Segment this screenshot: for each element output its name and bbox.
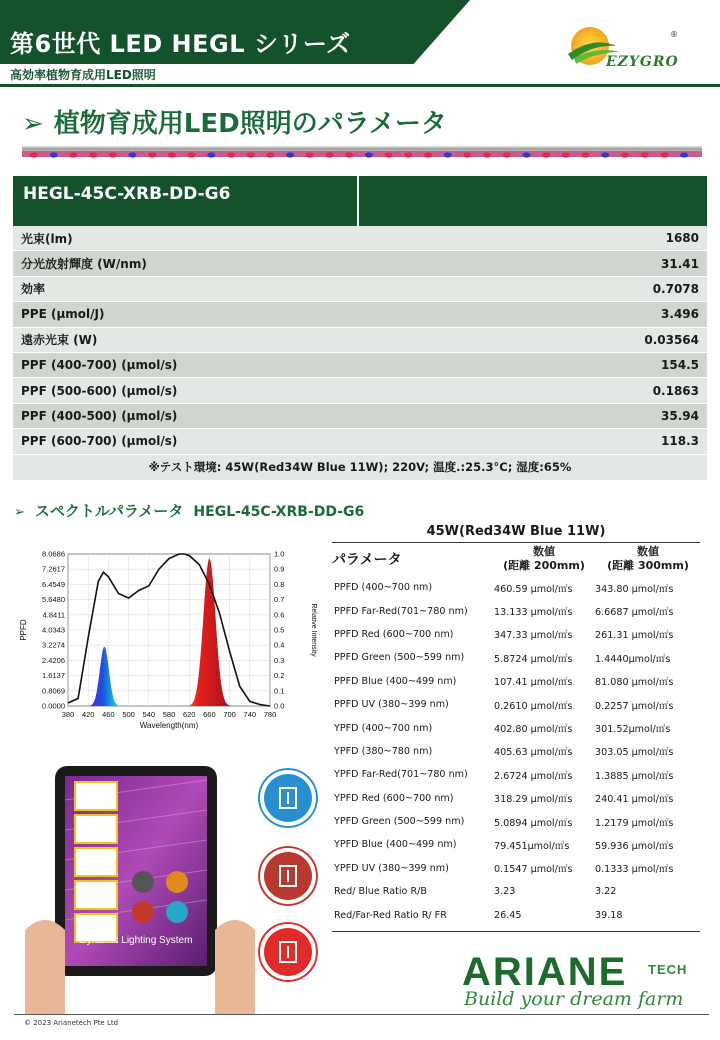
parameter-table [13, 176, 707, 480]
y-tick-label: 0.0000 [42, 701, 65, 711]
value-300mm: 261.31 μmol/㎡s [595, 630, 674, 642]
arrow-icon: ➢ [14, 505, 25, 520]
y-tick-label: 1.6137 [42, 671, 65, 681]
parameter-label: 光束(lm) [21, 231, 73, 246]
y2-tick-label: 0.9 [274, 564, 285, 574]
spectrum-chart [8, 540, 328, 740]
value-300mm: 343.80 μmol/㎡s [595, 583, 674, 595]
y-tick-label: 5.6480 [42, 595, 65, 605]
led-chip [444, 152, 452, 157]
values-table-header [332, 542, 700, 576]
value-300mm: 6.6687 μmol/㎡s [595, 607, 674, 619]
values-row [332, 880, 700, 903]
values-row [332, 810, 700, 833]
brand-tagline: Build your dream farm [464, 988, 684, 1010]
led-chip [129, 152, 137, 157]
led-chip [523, 152, 531, 157]
values-row [332, 623, 700, 646]
y2-tick-label: 0.7 [274, 595, 285, 605]
led-chip [89, 152, 97, 157]
col-param: パラメータ [332, 552, 402, 568]
value-200mm: 5.8724 μmol/㎡s [494, 653, 573, 665]
value-300mm: 1.4440μmol/㎡s [595, 653, 671, 665]
parameter-table-header [13, 176, 707, 226]
y2-tick-label: 0.3 [274, 655, 285, 665]
model-name: HEGL-45C-XRB-DD-G6 [13, 176, 359, 226]
values-table-bottom-rule [332, 931, 700, 932]
parameter-value: 0.1863 [652, 383, 699, 398]
value-300mm: 1.3885 μmol/㎡s [595, 770, 674, 782]
param: YPFD Red (600~700 nm) [334, 792, 454, 804]
led-chip [542, 152, 550, 157]
arrow-icon: ➢ [22, 109, 44, 139]
y-tick-label: 4.8411 [42, 610, 65, 620]
x-tick-label: 660 [203, 710, 216, 719]
value-200mm: 460.59 μmol/㎡s [494, 583, 573, 595]
values-row [332, 646, 700, 669]
value-200mm: 3.23 [494, 886, 516, 898]
col-200mm [492, 543, 596, 576]
value-200mm: 318.29 μmol/㎡s [494, 794, 573, 806]
values-table-caption: 45W(Red34W Blue 11W) [426, 524, 606, 539]
value-300mm: 59.936 μmol/㎡s [595, 840, 674, 852]
value-200mm: 402.80 μmol/㎡s [494, 724, 573, 736]
values-row [332, 670, 700, 693]
y2-axis-label: Relative Intensity [310, 603, 317, 657]
value-300mm: 240.41 μmol/㎡s [595, 794, 674, 806]
header-subtitle: 高効率植物育成用LED照明 [10, 68, 156, 82]
param: PPFD Green (500~599 nm) [334, 652, 465, 664]
value-200mm: 107.41 μmol/㎡s [494, 677, 573, 689]
parameter-label: 遠赤光束 (W) [21, 333, 98, 348]
test-conditions-note: ※テスト環境: 45W(Red34W Blue 11W); 220V; 温度.:25.3°C; 湿度:65% [13, 455, 707, 480]
col-300mm-line2: (距離 300mm) [607, 559, 689, 572]
y2-tick-label: 0.4 [274, 640, 285, 650]
value-300mm: 1.2179 μmol/㎡s [595, 817, 674, 829]
col-300mm-line1: 数値 [637, 545, 659, 558]
values-row [332, 903, 700, 926]
y2-tick-label: 0.6 [274, 610, 285, 620]
value-200mm: 2.6724 μmol/㎡s [494, 770, 573, 782]
parameter-label: 分光放射輝度 (W/nm) [21, 257, 147, 272]
header-divider [0, 84, 720, 87]
values-rows [332, 576, 700, 927]
parameter-value: 35.94 [661, 408, 699, 423]
param: PPFD (400~700 nm) [334, 582, 433, 594]
parameter-value: 154.5 [661, 358, 699, 373]
value-200mm: 26.45 [494, 909, 522, 921]
value-200mm: 0.1547 μmol/㎡s [494, 864, 573, 876]
copyright: © 2023 Arianetech Pte Ltd [24, 1019, 119, 1027]
values-row [332, 763, 700, 786]
light-blue-icon [258, 768, 318, 828]
parameter-value: 0.7078 [652, 281, 699, 296]
y-tick-label: 4.0343 [42, 625, 65, 635]
tablet-illustration [25, 760, 255, 1015]
led-chip [483, 152, 491, 157]
led-chip [641, 152, 649, 157]
parameter-value: 1680 [665, 231, 699, 246]
param: YPFD Green (500~599 nm) [334, 816, 465, 828]
spectrum-model: HEGL-45C-XRB-DD-G6 [193, 504, 365, 520]
col-200mm-line1: 数値 [533, 545, 555, 558]
led-chip [148, 152, 156, 157]
parameter-row [13, 429, 707, 454]
value-300mm: 3.22 [595, 886, 617, 898]
parameter-row [13, 378, 707, 403]
logo-text: EZYGRO [606, 54, 679, 70]
parameter-label: PPE (μmol/J) [21, 307, 105, 322]
parameter-label: 効率 [21, 282, 46, 297]
values-row [332, 716, 700, 739]
values-row [332, 833, 700, 856]
led-chip [326, 152, 334, 157]
x-tick-label: 380 [61, 710, 75, 719]
param: PPFD Red (600~700 nm) [334, 628, 454, 640]
parameter-row [13, 277, 707, 302]
y2-tick-label: 0.0 [274, 701, 285, 711]
x-tick-label: 700 [223, 710, 236, 719]
parameter-value: 3.496 [661, 307, 699, 322]
parameter-value: 0.03564 [644, 332, 699, 347]
led-chip [562, 152, 570, 157]
y2-tick-label: 0.5 [274, 625, 285, 635]
led-chip [621, 152, 629, 157]
y2-tick-label: 0.8 [274, 579, 285, 589]
y-tick-label: 7.2617 [42, 564, 65, 574]
parameter-label: PPF (500-600) (μmol/s) [21, 383, 178, 398]
y2-tick-label: 1.0 [274, 549, 285, 559]
value-300mm: 301.52μmol/㎡s [595, 724, 671, 736]
led-chip [168, 152, 176, 157]
parameter-row [13, 226, 707, 251]
led-chip [266, 152, 274, 157]
x-axis-label: Wavelength(nm) [139, 721, 199, 730]
led-chip [503, 152, 511, 157]
parameter-value: 118.3 [661, 434, 699, 449]
y-tick-label: 6.4549 [42, 579, 65, 589]
led-chip [582, 152, 590, 157]
value-200mm: 5.0894 μmol/㎡s [494, 817, 573, 829]
values-row [332, 787, 700, 810]
col-300mm [596, 543, 700, 576]
param: PPFD Blue (400~499 nm) [334, 675, 457, 687]
param: YPFD Blue (400~499 nm) [334, 839, 457, 851]
parameter-label: PPF (400-500) (μmol/s) [21, 408, 178, 423]
y-axis-label: PPFD [19, 619, 28, 641]
brand-name: ARIANE [462, 950, 628, 994]
value-300mm: 303.05 μmol/㎡s [595, 747, 674, 759]
x-tick-label: 420 [81, 710, 95, 719]
led-bar-image [22, 146, 702, 160]
x-tick-label: 500 [122, 710, 135, 719]
tablet-caption: Dynamic Lighting System [79, 935, 193, 946]
y-tick-label: 0.8069 [42, 686, 65, 696]
page-header [0, 0, 720, 84]
led-chip [30, 152, 38, 157]
led-chip [306, 152, 314, 157]
values-table [332, 522, 700, 932]
led-chip [680, 152, 688, 157]
parameter-row [13, 353, 707, 378]
x-tick-label: 740 [243, 710, 257, 719]
spectrum-title [14, 500, 364, 521]
section-title-text: 植物育成用LED照明のパラメータ [53, 109, 447, 139]
param: YPFD UV (380~399 nm) [334, 862, 449, 874]
y-tick-label: 3.2274 [42, 640, 65, 650]
values-row [332, 857, 700, 880]
x-tick-label: 620 [182, 710, 196, 719]
y2-tick-label: 0.2 [274, 671, 285, 681]
footer-divider [14, 1014, 709, 1015]
x-tick-label: 540 [142, 710, 156, 719]
x-tick-label: 780 [263, 710, 277, 719]
parameter-rows [13, 226, 707, 455]
parameter-value: 31.41 [661, 256, 699, 271]
led-chip [601, 152, 609, 157]
led-chip [227, 152, 235, 157]
section-title [22, 103, 447, 140]
param: YPFD (380~780 nm) [334, 745, 433, 757]
led-chip [404, 152, 412, 157]
registered-mark: ® [670, 30, 678, 39]
led-chip [424, 152, 432, 157]
param: YPFD Far-Red(701~780 nm) [334, 769, 468, 781]
parameter-label: PPF (600-700) (μmol/s) [21, 434, 178, 449]
values-row [332, 599, 700, 622]
value-200mm: 13.133 μmol/㎡s [494, 607, 573, 619]
value-300mm: 81.080 μmol/㎡s [595, 677, 674, 689]
values-row [332, 693, 700, 716]
values-row [332, 576, 700, 599]
led-chip [188, 152, 196, 157]
led-chip [463, 152, 471, 157]
param: Red/Far-Red Ratio R/ FR [334, 909, 447, 921]
parameter-row [13, 328, 707, 353]
value-200mm: 405.63 μmol/㎡s [494, 747, 573, 759]
header-empty-cell [359, 176, 707, 226]
value-200mm: 347.33 μmol/㎡s [494, 630, 573, 642]
parameter-row [13, 251, 707, 276]
value-300mm: 0.1333 μmol/㎡s [595, 864, 674, 876]
col-200mm-line2: (距離 200mm) [503, 559, 585, 572]
mini-spectrum-cards [75, 782, 117, 942]
param: PPFD Far-Red(701~780 nm) [334, 605, 468, 617]
led-chip [660, 152, 668, 157]
param: YPFD (400~700 nm) [334, 722, 433, 734]
led-chip [345, 152, 353, 157]
value-200mm: 79.451μmol/㎡s [494, 840, 570, 852]
brand-tech: TECH [648, 962, 688, 977]
param: PPFD UV (380~399 nm) [334, 699, 449, 711]
light-red-icon-2 [258, 922, 318, 982]
parameter-label: PPF (400-700) (μmol/s) [21, 358, 178, 373]
y-tick-label: 8.0686 [42, 549, 65, 559]
x-tick-label: 580 [162, 710, 176, 719]
led-chip [207, 152, 215, 157]
led-chip [365, 152, 373, 157]
header-title: 第6世代 LED HEGL シリーズ [10, 30, 351, 58]
light-red-icon [258, 846, 318, 906]
value-300mm: 0.2257 μmol/㎡s [595, 700, 674, 712]
parameter-row [13, 302, 707, 327]
value-200mm: 0.2610 μmol/㎡s [494, 700, 573, 712]
y2-tick-label: 0.1 [274, 686, 285, 696]
led-chip [50, 152, 58, 157]
y-tick-label: 2.4206 [42, 655, 65, 665]
spectrum-title-text: スペクトルパラメータ [34, 502, 184, 520]
led-chip [69, 152, 77, 157]
led-chip [109, 152, 117, 157]
led-chip [385, 152, 393, 157]
parameter-row [13, 404, 707, 429]
param: Red/ Blue Ratio R/B [334, 886, 427, 898]
value-300mm: 39.18 [595, 909, 623, 921]
values-row [332, 740, 700, 763]
x-tick-label: 460 [102, 710, 115, 719]
led-chip [286, 152, 294, 157]
led-chip [247, 152, 255, 157]
